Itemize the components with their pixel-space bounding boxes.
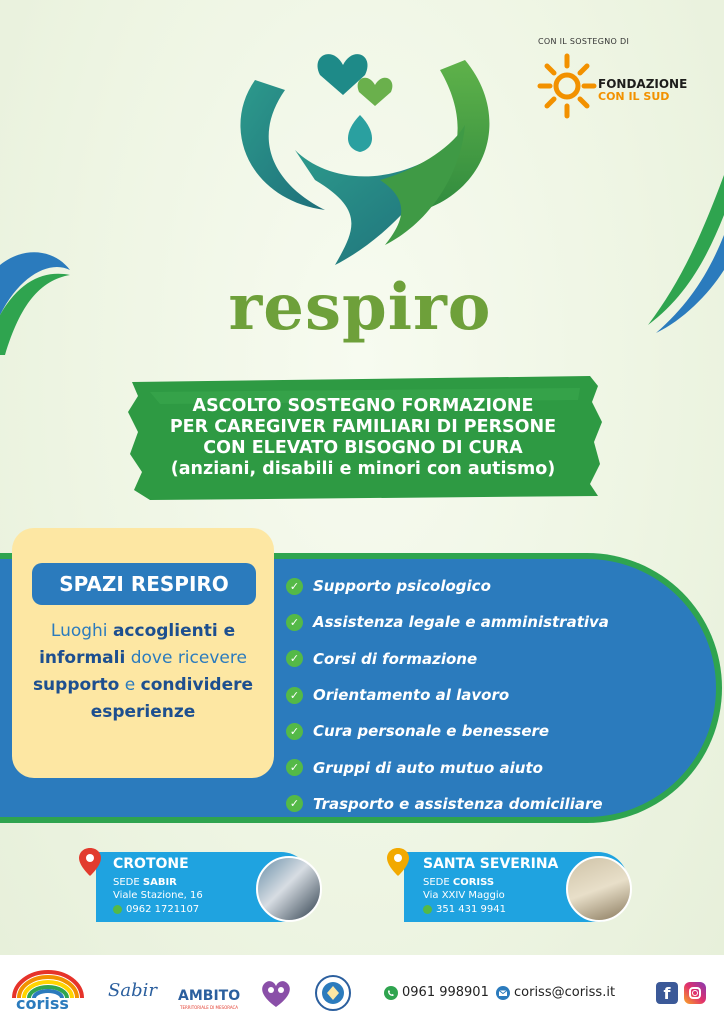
- location-photo-santa-severina: [566, 856, 632, 922]
- service-label: Cura personale e benessere: [313, 722, 550, 741]
- service-label: Gruppi di auto mutuo aiuto: [313, 758, 543, 777]
- spazi-desc-bold: supporto: [32, 675, 120, 695]
- banner-line-3: CON ELEVATO BISOGNO DI CURA: [203, 438, 523, 458]
- check-icon: ✓: [286, 687, 303, 704]
- phone-icon: [423, 905, 432, 914]
- spazi-desc-part: dove ricevere: [125, 648, 247, 668]
- email-icon[interactable]: [496, 986, 510, 1000]
- check-icon: ✓: [286, 759, 303, 776]
- check-icon: ✓: [286, 578, 303, 595]
- location-city: SANTA SEVERINA: [423, 856, 559, 872]
- map-pin-icon: [386, 846, 410, 878]
- footer-phone[interactable]: 0961 998901: [402, 985, 489, 1000]
- spazi-desc-part: e: [119, 675, 141, 695]
- service-item: [286, 677, 686, 713]
- phone-number: 0962 1721107: [126, 904, 200, 915]
- respiro-hearts-logo: [215, 30, 515, 275]
- sede-name: SABIR: [142, 877, 177, 888]
- sponsor-subname: CON IL SUD: [598, 90, 670, 103]
- map-pin-icon: [78, 846, 102, 878]
- spazi-description: [24, 618, 262, 726]
- banner-text: [110, 396, 616, 480]
- spazi-desc-part: Luoghi: [50, 621, 113, 641]
- phone-icon: [113, 905, 122, 914]
- check-icon: ✓: [286, 614, 303, 631]
- ambito-logo-sub: TERRITORIALE DI MESORACA: [180, 1005, 239, 1010]
- service-label: Orientamento al lavoro: [313, 686, 510, 705]
- whatsapp-icon[interactable]: [384, 986, 398, 1000]
- banner-line-4: (anziani, disabili e minori con autismo): [170, 459, 556, 479]
- service-item: [286, 786, 686, 822]
- check-icon: ✓: [286, 723, 303, 740]
- instagram-icon[interactable]: [684, 982, 706, 1004]
- services-list: [286, 568, 686, 822]
- sede-name: CORISS: [452, 877, 495, 888]
- location-address: Via XXIV Maggio: [423, 890, 505, 901]
- service-item: [286, 713, 686, 749]
- service-label: Assistenza legale e amministrativa: [313, 613, 609, 632]
- sede-prefix: SEDE: [423, 877, 453, 888]
- facebook-icon[interactable]: f: [656, 982, 678, 1004]
- footer-email[interactable]: coriss@coriss.it: [514, 985, 616, 1000]
- family-association-logo: [258, 975, 294, 1011]
- service-item: [286, 604, 686, 640]
- location-sede: [423, 876, 494, 889]
- sede-prefix: SEDE: [113, 877, 143, 888]
- banner-line-1: ASCOLTO SOSTEGNO FORMAZIONE: [192, 396, 534, 416]
- phone-number: 351 431 9941: [436, 904, 506, 915]
- sponsor-name: FONDAZIONE: [598, 77, 688, 91]
- check-icon: ✓: [286, 795, 303, 812]
- spazi-desc-bold: accoglienti e informali: [39, 621, 236, 668]
- location-phone: [423, 904, 506, 915]
- service-label: Trasporto e assistenza domiciliare: [313, 794, 603, 813]
- service-label: Corsi di formazione: [313, 649, 478, 668]
- right-swoosh-decoration: [648, 175, 724, 335]
- location-address: Viale Stazione, 16: [113, 890, 203, 901]
- sponsor-caption: CON IL SOSTEGNO DI: [538, 37, 630, 46]
- banner-line-2: PER CAREGIVER FAMILIARI DI PERSONE: [169, 417, 557, 437]
- ambito-logo: AMBITO: [178, 988, 241, 1004]
- left-swoosh-decoration: [0, 245, 70, 365]
- location-sede: [113, 876, 177, 889]
- location-phone: [113, 904, 199, 915]
- check-icon: ✓: [286, 650, 303, 667]
- service-label: Supporto psicologico: [313, 577, 491, 596]
- spazi-desc-bold: condividere esperienze: [90, 675, 254, 722]
- service-item: [286, 641, 686, 677]
- sabir-logo: Sabir: [108, 980, 157, 1001]
- coriss-logo-text: coriss: [16, 994, 69, 1013]
- service-item: [286, 568, 686, 604]
- location-photo-crotone: [256, 856, 322, 922]
- location-city: CROTONE: [113, 856, 189, 872]
- fondazione-sun-logo: [536, 50, 598, 122]
- institutional-seal-logo: [314, 974, 352, 1012]
- service-item: [286, 749, 686, 785]
- spazi-title: SPAZI RESPIRO: [32, 563, 256, 605]
- brand-name: respiro: [228, 270, 492, 345]
